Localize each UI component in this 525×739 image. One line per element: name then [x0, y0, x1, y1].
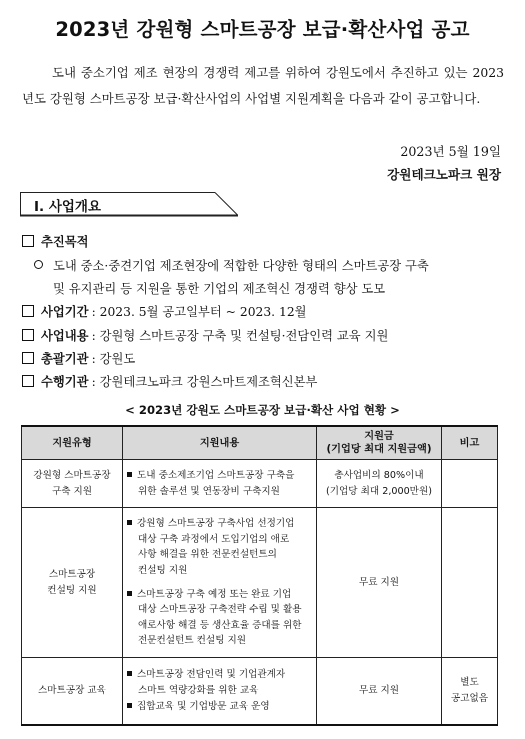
announcement-date: 2023년 5월 19일: [400, 144, 501, 159]
org-value: : 강원도: [91, 352, 136, 366]
row2-type-line1: 스마트공장: [48, 568, 96, 580]
square-bullet-icon: [127, 520, 132, 525]
section-heading: [20, 192, 238, 217]
checkbox-square-icon: [22, 375, 34, 387]
signer-name: 강원테크노파크 원장: [387, 167, 501, 182]
period-item: [22, 302, 307, 320]
table-row: [22, 658, 498, 725]
page-title: 2023년 강원형 스마트공장 보급·확산사업 공고: [55, 18, 470, 41]
row1-amount: [317, 460, 442, 508]
purpose-label: 추진목적: [41, 235, 89, 249]
table-caption: < 2023년 강원도 스마트공장 보급·확산 사업 현황 >: [125, 403, 400, 417]
header-amount-line1: 지원금: [364, 431, 394, 442]
row1-amount-line2: (기업당 최대 2,000만원): [326, 485, 432, 497]
square-bullet-icon: [127, 591, 132, 596]
purpose-text-1: 도내 중소·중견기업 제조현장에 적합한 다양한 형태의 스마트공장 구축: [53, 259, 429, 273]
row1-bullet: 도내 중소제조기업 스마트공장 구축을 위한 솔루션 및 연동장비 구축지원: [126, 468, 313, 499]
header-note: 비고: [442, 426, 498, 460]
row1-content: [123, 460, 317, 508]
purpose-line-1: [34, 256, 429, 274]
row3-note-line1: 별도: [460, 677, 479, 689]
table-header-row: [22, 426, 498, 460]
table-row: [22, 460, 498, 508]
content-item: [22, 326, 388, 344]
header-amount-line2: (기업당 최대 지원금액): [326, 444, 432, 455]
checkbox-square-icon: [22, 235, 34, 247]
row1-amount-line1: 총사업비의 80%이내: [334, 469, 424, 481]
row2-amount: 무료 지원: [317, 508, 442, 658]
purpose-line-2: 및 유지관리 등 지원을 통한 기업의 제조혁신 경쟁력 향상 도모: [53, 282, 386, 296]
checkbox-square-icon: [22, 352, 34, 364]
row3-type: 스마트공장 교육: [22, 658, 123, 725]
period-label: 사업기간: [41, 305, 89, 319]
row2-type: [22, 508, 123, 658]
exec-value: : 강원테크노파크 강원스마트제조혁신본부: [91, 375, 318, 389]
checkbox-square-icon: [22, 329, 34, 341]
row2-content: [123, 508, 317, 658]
row3-content: [123, 658, 317, 725]
exec-label: 수행기관: [41, 375, 89, 389]
row2-bullet-1: 강원형 스마트공장 구축사업 선정기업 대상 구축 과정에서 도입기업의 애로 사항 해결을 위한 전문컨설턴트의 컨설팅 지원: [126, 516, 313, 578]
header-type: 지원유형: [22, 426, 123, 460]
header-amount: [317, 426, 442, 460]
table-row: [22, 508, 498, 658]
period-value: : 2023. 5월 공고일부터 ~ 2023. 12월: [91, 305, 307, 319]
header-content: 지원내용: [123, 426, 317, 460]
purpose-item: [22, 232, 89, 250]
checkbox-square-icon: [22, 305, 34, 317]
org-label: 총괄기관: [41, 352, 89, 366]
program-status-table: [21, 425, 498, 726]
row3-note: [442, 658, 498, 725]
org-item: [22, 349, 135, 367]
row3-bullet-2: 집합교육 및 기업방문 교육 운영: [126, 699, 313, 715]
row2-bullet-2: 스마트공장 구축 예정 또는 완료 기업 대상 스마트공장 구축전략 수립 및 활용 애로사항 해결 등 생산효율 증대를 위한 전문컨설턴트 컨설팅 지원: [126, 587, 313, 649]
square-bullet-icon: [127, 703, 132, 708]
exec-item: [22, 372, 317, 390]
square-bullet-icon: [127, 472, 132, 477]
circle-bullet-icon: [34, 260, 43, 269]
row2-type-line2: 컨설팅 지원: [47, 584, 97, 596]
row1-type-line2: 구축 지원: [51, 485, 93, 497]
row3-bullet-1: 스마트공장 전담인력 및 기업관계자 스마트 역량강화를 위한 교육: [126, 667, 313, 698]
content-value: : 강원형 스마트공장 구축 및 컨설팅·전담인력 교육 지원: [91, 329, 389, 343]
intro-paragraph: 도내 중소기업 제조 현장의 경쟁력 제고를 위하여 강원도에서 추진하고 있는 2023년도 강원형 스마트공장 보급·확산사업의 사업별 지원계획을 다음과 같이 공고합니다.: [22, 65, 504, 106]
row2-note: [442, 508, 498, 658]
content-label: 사업내용: [41, 329, 89, 343]
row1-type-line1: 강원형 스마트공장: [33, 469, 111, 481]
row1-type: [22, 460, 123, 508]
row3-amount: 무료 지원: [317, 658, 442, 725]
row3-note-line2: 공고없음: [450, 692, 489, 704]
row1-note: [442, 460, 498, 508]
section-heading-label: Ⅰ. 사업개요: [34, 199, 102, 215]
square-bullet-icon: [127, 671, 132, 676]
